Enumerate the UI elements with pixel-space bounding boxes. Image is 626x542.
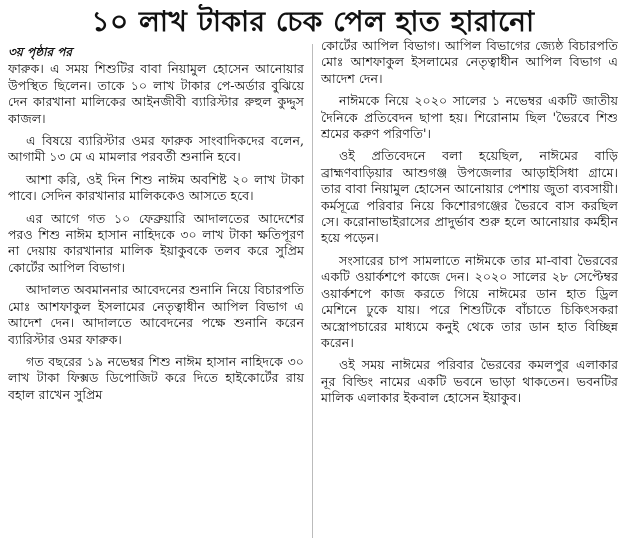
paragraph: ফারুক। এ সময় শিশুটির বাবা নিয়ামুল হোসেন আনোয়ার উপস্থিত ছিলেন। তাকে ১০ লাখ টাকার পে-অর্ডার বুঝিয়ে দেন কারখানা মালিকের আইনজীবী ব্যারিস্টার রুহুল কুদ্দুস কাজল। [8,61,304,126]
article-headline: ১০ লাখ টাকার চেক পেল হাত হারানো [91,5,535,38]
paragraph: গত বছরের ১৯ নভেম্বর শিশু নাঈম হাসান নাহিদকে ৩০ লাখ টাকা ফিক্সড ডিপোজিট করে দিতে হাইকোর্টের রায় বহাল রাখেন সুপ্রিম [8,353,304,402]
paragraph: নাঈমকে নিয়ে ২০২০ সালের ১ নভেম্বর একটি জাতীয় দৈনিকে প্রতিবেদন ছাপা হয়। শিরোনাম ছিল 'ভৈরবে শিশু শ্রমের করুণ পরিণতি'। [321,93,618,142]
continued-from-label: ৩য় পৃষ্ঠার পর [8,45,73,59]
paragraph: আশা করি, ওই দিন শিশু নাঈম অবশিষ্ট ২০ লাখ টাকা পাবে। সেদিন কারখানার মালিককেও আসতে হবে। [8,171,304,204]
paragraph: আদালত অবমাননার আবেদনের শুনানি নিয়ে বিচারপতি মোঃ আশফাকুল ইসলামের নেতৃত্বাধীন আপিল বিভাগ এ আদেশ দেন। আদালতে আবেদনের পক্ষে শুনানি করেন ব্যারিস্টার ওমর ফারুক। [8,282,304,347]
paragraph: এর আগে গত ১০ ফেব্রুয়ারি আদালতের আদেশের পরও শিশু নাঈম হাসান নাহিদকে ৩০ লাখ টাকা ক্ষতিপূরণ না দেয়ায় কারখানার মালিক ইয়াকুবকে তলব করে সুপ্রিম কোর্টের আপিল বিভাগ। [8,210,304,275]
paragraph: ওই সময় নাঈমের পরিবার ভৈরবের কমলপুর এলাকার নূর বিল্ডিং নামের একটি ভবনে ভাড়া থাকতেন। ভবনটির মালিক এলাকার ইকবাল হোসেন ইয়াকুব। [321,357,618,406]
left-column [8,44,313,538]
article-columns [8,38,618,538]
paragraph: এ বিষয়ে ব্যারিস্টার ওমর ফারুক সাংবাদিকদের বলেন, আগামী ১৩ মে এ মামলার পরবর্তী শুনানি হবে। [8,133,304,165]
paragraph: সংসারের চাপ সামলাতে নাঈমকে তার মা-বাবা ভৈরবের একটি ওয়ার্কশপে কাজে দেন। ২০২০ সালের ২৮ সেপ্টেম্বর ওয়ার্কশপে কাজ করতে গিয়ে নাঈমের ডান হাত ড্রিল মেশিনে ঢুকে যায়। পরে শিশুটিকে বাঁচাতে চিকিৎসকরা অস্ত্রোপচারের মাধ্যমে কনুই থেকে তার ডান হাত বিচ্ছিন্ন করেন। [321,252,618,350]
right-column [313,38,618,532]
paragraph: ওই প্রতিবেদনে বলা হয়েছিল, নাঈমের বাড়ি ব্রাহ্মণবাড়িয়ার আশুগঞ্জ উপজেলার আড়াইসিধা গ্রামে। তার বাবা নিয়ামুল হোসেন আনোয়ার পেশায় জুতা ব্যবসায়ী। কর্মসূত্রে পরিবার নিয়ে কিশোরগঞ্জের ভৈরবে বাস করছিল সে। করোনাভাইরাসের প্রাদুর্ভাব শুরু হলে আনোয়ার কর্মহীন হয়ে পড়েন। [321,148,618,246]
paragraph: কোর্টের আপিল বিভাগ। আপিল বিভাগের জ্যেষ্ঠ বিচারপতি মোঃ আশফাকুল ইসলামের নেতৃত্বাধীন আপিল বিভাগ এ আদেশ দেন। [321,38,618,86]
